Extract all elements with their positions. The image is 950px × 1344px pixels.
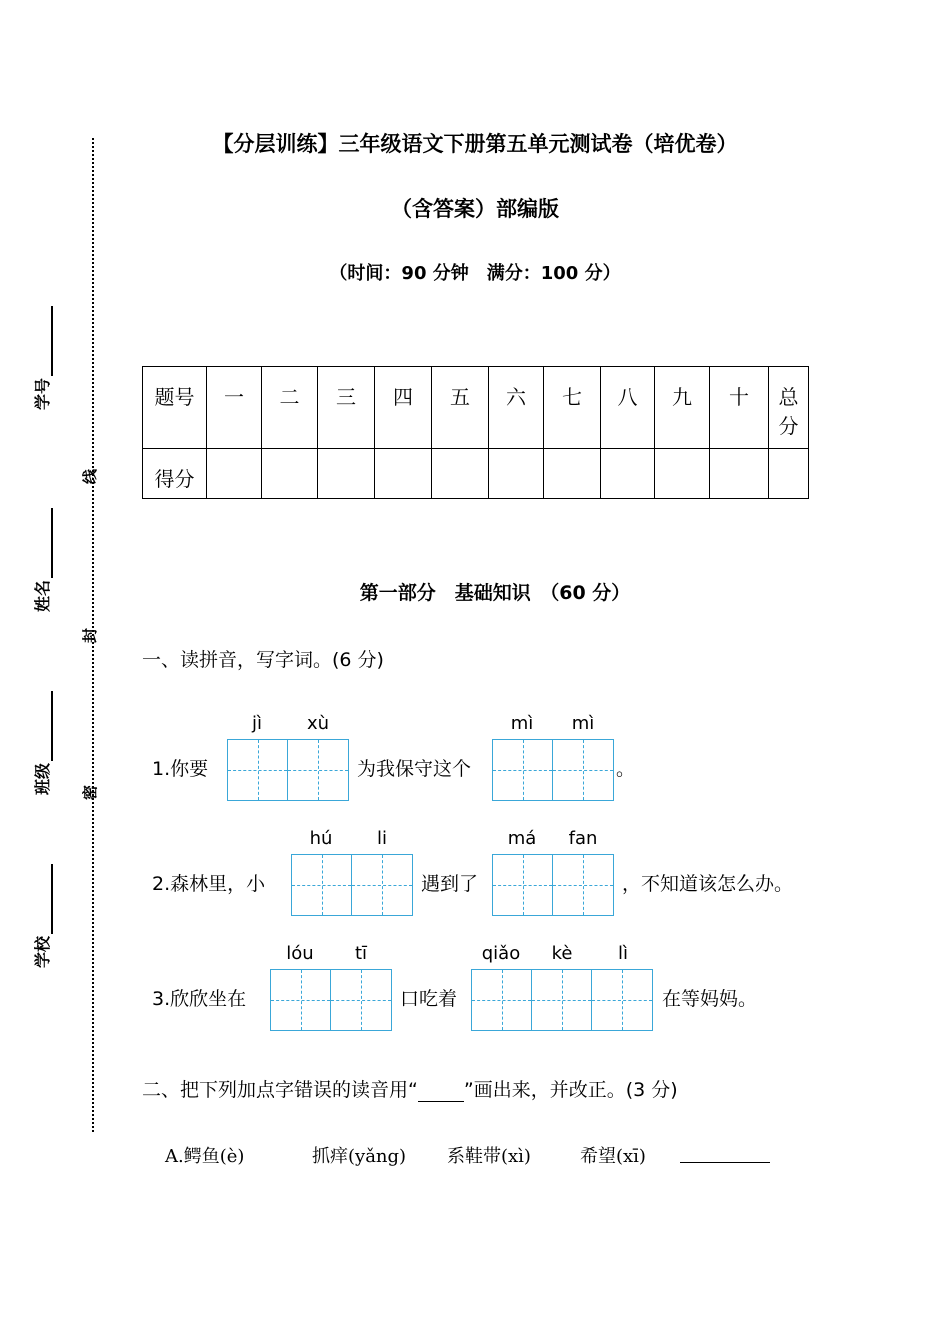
score-input-cell[interactable] — [769, 449, 809, 499]
table-cell: 十 — [710, 367, 769, 449]
class-label: 班级 — [33, 762, 52, 795]
grid-cell[interactable] — [228, 740, 288, 800]
name-label: 姓名 — [33, 579, 52, 612]
pinyin: má — [507, 828, 537, 849]
table-cell: 五 — [432, 367, 489, 449]
pinyin: kè — [551, 943, 573, 964]
table-cell: 得分 — [143, 449, 207, 499]
score-input-cell[interactable] — [655, 449, 710, 499]
score-input-cell[interactable] — [432, 449, 489, 499]
score-table — [142, 366, 809, 499]
pinyin: lóu — [286, 943, 314, 964]
score-header-row — [143, 367, 809, 449]
table-cell: 九 — [655, 367, 710, 449]
grid-cell[interactable] — [472, 970, 532, 1030]
table-cell: 题号 — [143, 367, 207, 449]
table-cell: 八 — [601, 367, 655, 449]
underline-sample — [418, 1079, 464, 1102]
grid-cell[interactable] — [592, 970, 652, 1030]
sentence-suffix: 。 — [616, 758, 636, 780]
option: A.鳄鱼(è) — [165, 1146, 245, 1167]
grid-cell[interactable] — [493, 740, 553, 800]
table-cell: 六 — [489, 367, 544, 449]
table-cell: 二 — [262, 367, 318, 449]
sentence-middle: 遇到了 — [421, 873, 479, 895]
question1-title: 一、读拼音，写字词。(6 分) — [142, 649, 384, 671]
pinyin: lì — [617, 943, 628, 964]
table-cell: 总分 — [769, 367, 809, 449]
part1-heading: 第一部分 基础知识 （60 分） — [359, 582, 631, 604]
table-cell: 四 — [375, 367, 432, 449]
pinyin: fan — [568, 828, 598, 849]
student-id-label: 学号 — [33, 377, 52, 410]
class-field — [30, 691, 53, 795]
grid-cell[interactable] — [288, 740, 348, 800]
score-input-cell[interactable] — [544, 449, 601, 499]
sentence-prefix: 1.你要 — [152, 758, 209, 780]
pinyin: tī — [354, 943, 368, 964]
grid-cell[interactable] — [553, 855, 613, 915]
sentence-middle: 口吃着 — [400, 988, 458, 1010]
option: 系鞋带(xì) — [447, 1146, 531, 1167]
answer-grid[interactable] — [227, 739, 349, 801]
option: 抓痒(yǎng) — [312, 1146, 407, 1167]
sentence-prefix: 3.欣欣坐在 — [152, 988, 247, 1010]
table-cell: 三 — [318, 367, 375, 449]
score-input-cell[interactable] — [262, 449, 318, 499]
score-input-cell[interactable] — [489, 449, 544, 499]
pinyin: jì — [251, 713, 262, 734]
cut-line-mark: 线 — [81, 468, 100, 485]
sentence-prefix: 2.森林里，小 — [152, 873, 266, 895]
answer-blank[interactable] — [680, 1162, 770, 1163]
sentence-suffix: 在等妈妈。 — [662, 988, 758, 1010]
score-input-cell[interactable] — [710, 449, 769, 499]
score-value-row — [143, 449, 809, 499]
question2-title — [142, 1075, 678, 1102]
sentence-middle: 为我保守这个 — [357, 758, 472, 780]
score-input-cell[interactable] — [375, 449, 432, 499]
school-label: 学校 — [33, 935, 52, 968]
document-title-line2: （含答案）部编版 — [391, 197, 559, 221]
question2-title-start: 二、把下列加点字错误的读音用“ — [142, 1079, 418, 1101]
grid-cell[interactable] — [553, 740, 613, 800]
answer-grid[interactable] — [471, 969, 653, 1031]
sentence-suffix: ，不知道该怎么办。 — [622, 873, 794, 895]
answer-grid[interactable] — [270, 969, 392, 1031]
option: 希望(xī) — [580, 1146, 646, 1167]
grid-cell[interactable] — [493, 855, 553, 915]
grid-cell[interactable] — [292, 855, 352, 915]
school-field — [30, 864, 53, 968]
score-input-cell[interactable] — [318, 449, 375, 499]
table-cell: 七 — [544, 367, 601, 449]
pinyin: mì — [510, 713, 534, 734]
score-input-cell[interactable] — [207, 449, 262, 499]
pinyin: mì — [571, 713, 595, 734]
pinyin: qiǎo — [481, 943, 521, 964]
answer-grid[interactable] — [492, 854, 614, 916]
table-cell: 一 — [207, 367, 262, 449]
seal-mark: 封 — [81, 627, 100, 644]
answer-grid[interactable] — [291, 854, 413, 916]
question2-title-end: ”画出来，并改正。(3 分) — [463, 1079, 678, 1101]
student-id-field — [30, 306, 53, 410]
pinyin: xù — [306, 713, 330, 734]
time-info: （时间：90 分钟 满分：100 分） — [329, 263, 621, 284]
grid-cell[interactable] — [352, 855, 412, 915]
score-input-cell[interactable] — [601, 449, 655, 499]
answer-grid[interactable] — [492, 739, 614, 801]
document-title-line1: 【分层训练】三年级语文下册第五单元测试卷（培优卷） — [212, 132, 738, 156]
grid-cell[interactable] — [271, 970, 331, 1030]
pinyin: li — [376, 828, 387, 849]
grid-cell[interactable] — [331, 970, 391, 1030]
grid-cell[interactable] — [532, 970, 592, 1030]
secret-mark: 密 — [81, 784, 100, 801]
pinyin: hú — [309, 828, 333, 849]
